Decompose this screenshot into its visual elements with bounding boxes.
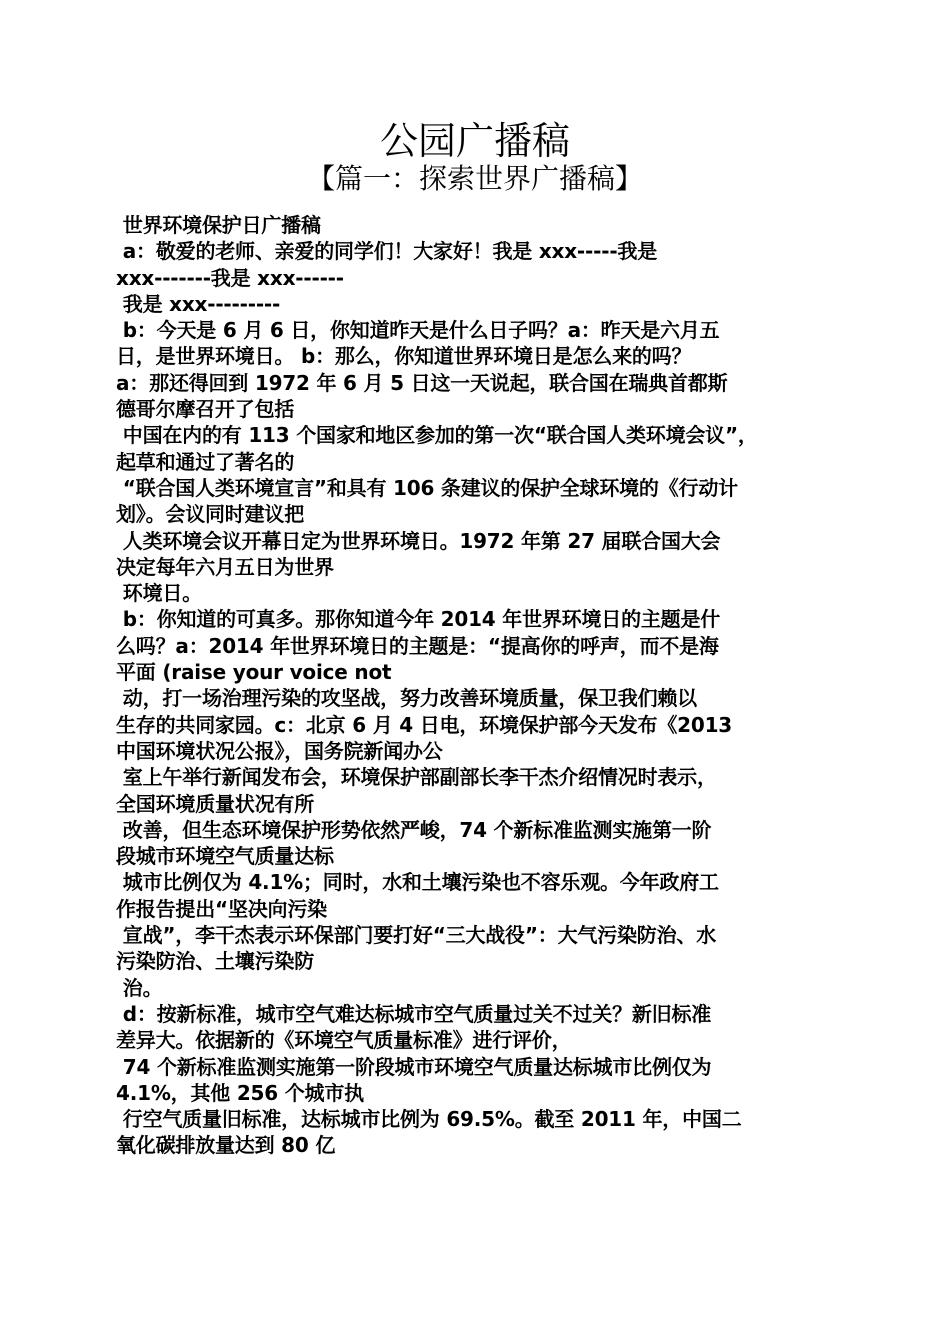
body-line: 中国环境状况公报》，国务院新闻办公 <box>116 738 443 763</box>
body-line: 环境日。 <box>116 581 202 606</box>
body-line: b：今天是 6 月 6 日，你知道昨天是什么日子吗？a：昨天是六月五 <box>116 318 720 343</box>
body-line: 生存的共同家园。c：北京 6 月 4 日电，环境保护部今天发布《2013 <box>116 712 733 737</box>
body-line: 行空气质量旧标准，达标城市比例为 69.5%。截至 2011 年，中国二 <box>116 1107 742 1132</box>
body-line: “联合国人类环境宣言”和具有 106 条建议的保护全球环境的《行动计 <box>116 475 738 500</box>
body-line: b：你知道的可真多。那你知道今年 2014 年世界环境日的主题是什 <box>116 607 721 632</box>
document-subtitle: 【篇一：探索世界广播稿】 <box>306 162 643 195</box>
body-line: 城市比例仅为 4.1%；同时，水和土壤污染也不容乐观。今年政府工 <box>116 870 719 895</box>
body-line: 差异大。依据新的《环境空气质量标准》进行评价， <box>116 1028 572 1053</box>
body-line: 起草和通过了著名的 <box>116 449 295 474</box>
body-line: a：那还得回到 1972 年 6 月 5 日这一天说起，联合国在瑞典首都斯 <box>116 370 728 395</box>
body-line: 平面 (raise your voice not <box>116 660 392 685</box>
body-line: 污染防治、土壤污染防 <box>116 949 314 974</box>
body-line: 全国环境质量状况有所 <box>116 791 314 816</box>
body-line: 氧化碳排放量达到 80 亿 <box>116 1133 336 1158</box>
body-line: 改善，但生态环境保护形势依然严峻，74 个新标准监测实施第一阶 <box>116 817 712 842</box>
body-line: a：敬爱的老师、亲爱的同学们！大家好！我是 xxx-----我是 <box>116 239 658 264</box>
document-body <box>116 212 856 1159</box>
body-line: 世界环境保护日广播稿 <box>116 213 321 237</box>
body-line: 4.1%，其他 256 个城市执 <box>116 1080 364 1105</box>
body-line: 段城市环境空气质量达标 <box>116 844 334 869</box>
body-line: 我是 xxx--------- <box>116 291 281 316</box>
body-line: 作报告提出“坚决向污染 <box>116 896 327 921</box>
body-line: 宣战”，李干杰表示环保部门要打好“三大战役”：大气污染防治、水 <box>116 923 716 948</box>
body-line: 治。 <box>116 975 163 1000</box>
body-line: 室上午举行新闻发布会，环境保护部副部长李干杰介绍情况时表示， <box>116 765 717 790</box>
body-line: 德哥尔摩召开了包括 <box>116 397 295 422</box>
body-line: 中国在内的有 113 个国家和地区参加的第一次“联合国人类环境会议”， <box>116 423 758 448</box>
body-line: 日，是世界环境日。 b：那么，你知道世界环境日是怎么来的吗？ <box>116 344 692 369</box>
body-line: 决定每年六月五日为世界 <box>116 554 334 579</box>
body-line: xxx-------我是 xxx------ <box>116 265 344 290</box>
body-line: d：按新标准，城市空气难达标城市空气质量过关不过关？新旧标准 <box>116 1001 712 1026</box>
body-line: 人类环境会议开幕日定为世界环境日。1972 年第 27 届联合国大会 <box>116 528 721 553</box>
body-line: 么吗？a：2014 年世界环境日的主题是：“提高你的呼声，而不是海 <box>116 633 719 658</box>
body-line: 动，打一场治理污染的攻坚战，努力改善环境质量，保卫我们赖以 <box>116 686 697 711</box>
body-line: 74 个新标准监测实施第一阶段城市环境空气质量达标城市比例仅为 <box>116 1054 712 1079</box>
body-line: 划》。会议同时建议把 <box>116 502 304 527</box>
document-title: 公园广播稿 <box>379 119 570 163</box>
